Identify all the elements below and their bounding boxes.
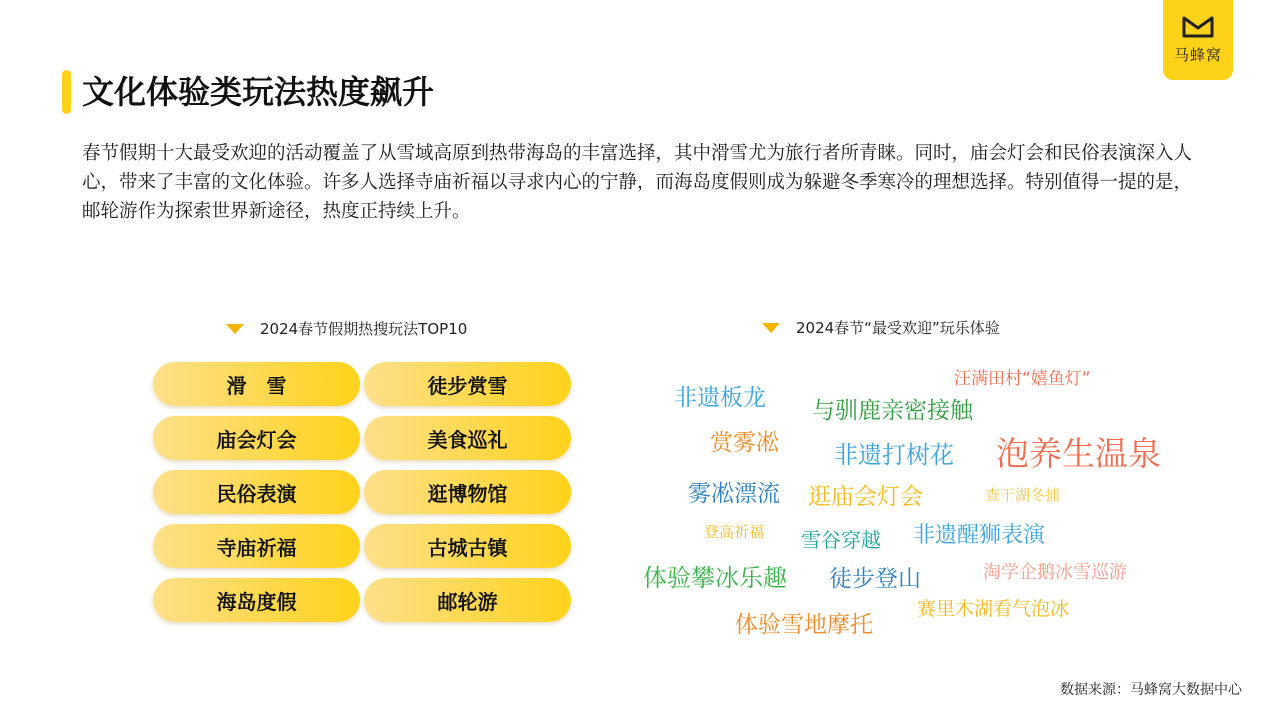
word-cloud-term: 逛庙会灯会: [808, 484, 923, 510]
top10-item: 徒步赏雪: [364, 362, 571, 406]
word-cloud-term: 淘学企鹅冰雪巡游: [983, 562, 1127, 583]
top10-item: 海岛度假: [153, 578, 360, 622]
word-cloud-term: 登高祈福: [704, 523, 765, 541]
word-cloud-term: 非遗板龙: [674, 385, 766, 411]
word-cloud-term: 非遗醒狮表演: [913, 523, 1046, 548]
word-cloud-term: 赛里木湖看气泡冰: [917, 598, 1070, 620]
top10-item: 古城古镇: [364, 524, 571, 568]
brand-logo: [1163, 0, 1233, 80]
top10-grid: [153, 362, 571, 622]
word-cloud-term: 雪谷穿越: [801, 528, 881, 552]
word-cloud-term: 赏雾凇: [710, 430, 779, 456]
top10-heading-text: 2024春节假期热搜玩法TOP10: [260, 320, 468, 338]
top10-item: 逛博物馆: [364, 470, 571, 514]
top10-item: 滑 雪: [153, 362, 360, 406]
word-cloud-term: 体验攀冰乐趣: [643, 564, 787, 592]
word-cloud-term: 徒步登山: [829, 566, 921, 592]
data-source: 数据来源：马蜂窝大数据中心: [1060, 682, 1242, 698]
page-title: 文化体验类玩法热度飙升: [82, 73, 435, 111]
title-accent-bar: [62, 70, 71, 114]
popular-heading-text: 2024春节“最受欢迎”玩乐体验: [796, 319, 1000, 337]
triangle-down-icon: [226, 324, 244, 334]
popular-heading: [762, 317, 1000, 338]
triangle-down-icon: [762, 323, 780, 333]
word-cloud-term: 查干湖冬捕: [985, 486, 1061, 504]
top10-item: 美食巡礼: [364, 416, 571, 460]
word-cloud-term: 泡养生温泉: [996, 434, 1161, 473]
top10-item: 民俗表演: [153, 470, 360, 514]
top10-item: 邮轮游: [364, 578, 571, 622]
logo-text: 马蜂窝: [1173, 46, 1222, 64]
top10-item: 庙会灯会: [153, 416, 360, 460]
top10-item: 寺庙祈福: [153, 524, 360, 568]
word-cloud-term: 雾凇漂流: [688, 481, 780, 507]
word-cloud-term: 非遗打树花: [834, 441, 954, 469]
top10-heading: [226, 318, 467, 339]
intro-paragraph: 春节假期十大最受欢迎的活动覆盖了从雪域高原到热带海岛的丰富选择，其中滑雪尤为旅行者所青睐。同时，庙会灯会和民俗表演深入人心，带来了丰富的文化体验。许多人选择寺庙祈福以寻求内心的宁静，而海岛度假则成为躲避冬季寒冷的理想选择。特别值得一提的是，邮轮游作为探索世界新途径，热度正持续上升。: [82, 143, 1193, 222]
word-cloud-term: 汪满田村“嬉鱼灯”: [954, 369, 1091, 389]
logo-m-icon: [1181, 14, 1215, 40]
word-cloud-term: 体验雪地摩托: [735, 612, 873, 638]
word-cloud-term: 与驯鹿亲密接触: [812, 398, 973, 424]
